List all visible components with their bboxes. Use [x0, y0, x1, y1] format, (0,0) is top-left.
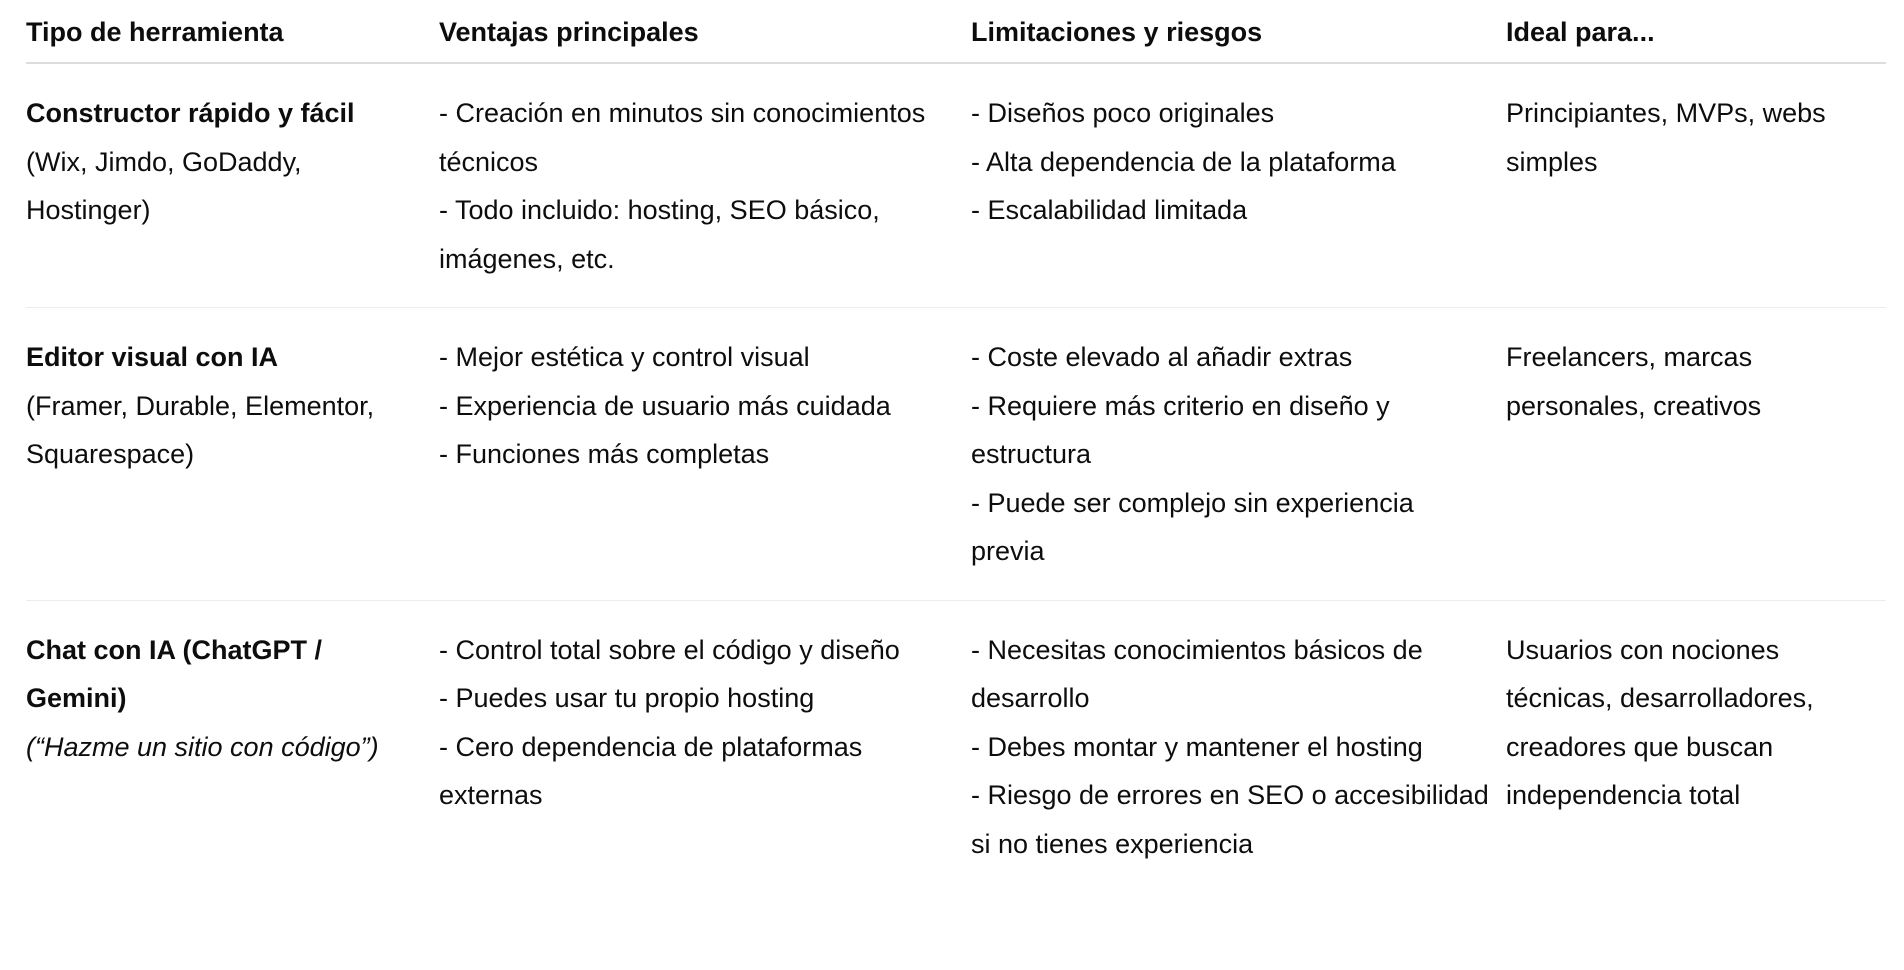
advantage-item: - Creación en minutos sin conocimientos técnicos — [439, 98, 926, 177]
cell-advantages — [439, 63, 971, 308]
advantage-item: - Experiencia de usuario más cuidada — [439, 390, 891, 421]
cell-limitations — [971, 600, 1506, 892]
table-body — [26, 63, 1886, 892]
cell-limitations — [971, 308, 1506, 601]
cell-tool — [26, 308, 439, 601]
header-tool-type: Tipo de herramienta — [26, 10, 439, 63]
cell-limitations — [971, 63, 1506, 308]
limitation-item: - Debes montar y mantener el hosting — [971, 731, 1423, 762]
limitation-item: - Puede ser complejo sin experiencia previa — [971, 487, 1414, 566]
cell-advantages — [439, 308, 971, 601]
tool-name: Chat con IA (ChatGPT / Gemini) — [26, 634, 322, 713]
advantage-item: - Puedes usar tu propio hosting — [439, 683, 815, 713]
header-advantages: Ventajas principales — [439, 10, 971, 63]
advantage-item: - Control total sobre el código y diseño — [439, 634, 900, 665]
tool-name: Constructor rápido y fácil — [26, 98, 355, 128]
tool-examples: (“Hazme un sitio con código”) — [26, 731, 379, 762]
table-row — [26, 63, 1886, 308]
limitation-item: - Necesitas conocimientos básicos de desarrollo — [971, 634, 1423, 713]
cell-tool — [26, 600, 439, 892]
table-row — [26, 308, 1886, 601]
advantage-item: - Funciones más completas — [439, 439, 770, 469]
cell-tool — [26, 63, 439, 308]
limitation-item: - Alta dependencia de la plataforma — [971, 146, 1396, 177]
advantage-item: - Mejor estética y control visual — [439, 342, 810, 372]
cell-ideal-for: Usuarios con nociones técnicas, desarrolladores, creadores que buscan independencia total — [1506, 634, 1814, 810]
advantage-item: - Todo incluido: hosting, SEO básico, imágenes, etc. — [439, 195, 880, 274]
limitation-item: - Riesgo de errores en SEO o accesibilidad si no tienes experiencia — [971, 780, 1489, 859]
limitation-item: - Diseños poco originales — [971, 98, 1275, 128]
table-header — [26, 10, 1886, 63]
header-row — [26, 10, 1886, 63]
tool-examples: (Framer, Durable, Elementor, Squarespace) — [26, 390, 375, 469]
tool-examples: (Wix, Jimdo, GoDaddy, Hostinger) — [26, 146, 302, 225]
cell-ideal-for: Freelancers, marcas personales, creativos — [1506, 308, 1886, 601]
limitation-item: - Coste elevado al añadir extras — [971, 342, 1353, 372]
comparison-table — [26, 10, 1886, 892]
header-limitations: Limitaciones y riesgos — [971, 10, 1506, 63]
cell-advantages — [439, 600, 971, 892]
tool-name: Editor visual con IA — [26, 342, 279, 372]
limitation-item: - Escalabilidad limitada — [971, 195, 1248, 225]
limitation-item: - Requiere más criterio en diseño y estructura — [971, 390, 1390, 469]
cell-ideal-for: Principiantes, MVPs, webs simples — [1506, 63, 1886, 308]
table-row — [26, 600, 1886, 892]
header-ideal-for: Ideal para... — [1506, 10, 1886, 63]
advantage-item: - Cero dependencia de plataformas externas — [439, 731, 863, 810]
